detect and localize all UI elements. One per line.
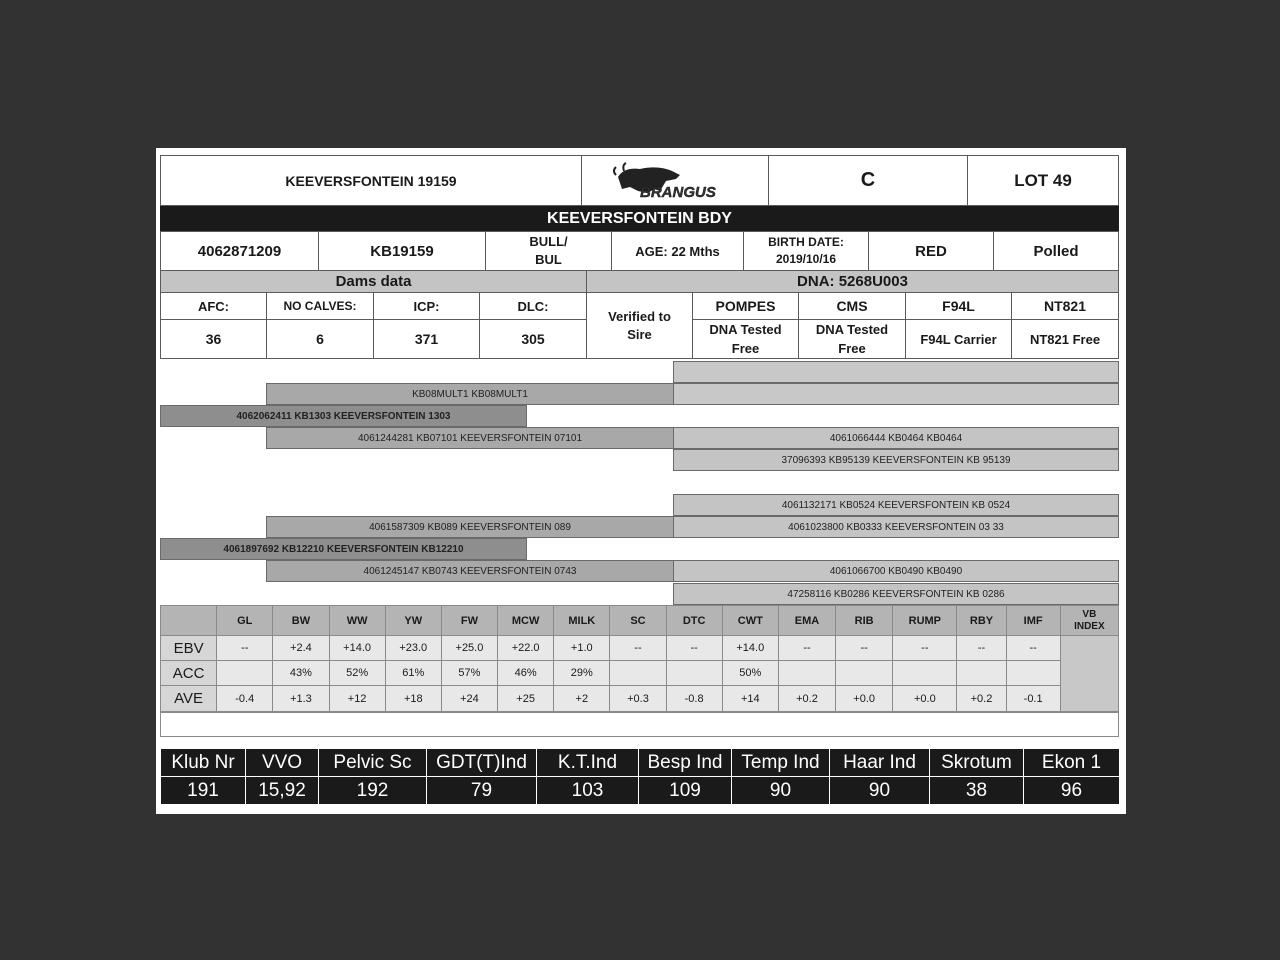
pedigree-sd-sire: 4061066444 KB0464 KB0464: [673, 427, 1119, 449]
ebv-cell: 29%: [554, 661, 610, 686]
ebv-cell: +25.0: [441, 636, 497, 661]
ebv-header-cell: FW: [441, 606, 497, 636]
ebv-cell: --: [217, 636, 273, 661]
pedigree-dam-dam: 4061245147 KB0743 KEEVERSFONTEIN 0743: [266, 560, 674, 582]
pedigree-dam: 4061897692 KB12210 KEEVERSFONTEIN KB12210: [160, 538, 527, 560]
index-header: VVO: [246, 749, 319, 777]
ebv-cell: +25: [498, 686, 554, 712]
animal-age: AGE: 22 Mths: [611, 231, 744, 271]
vb-index-cell: [1060, 636, 1118, 712]
ebv-cell: 50%: [722, 661, 778, 686]
ebv-header-cell: CWT: [722, 606, 778, 636]
pedigree-blank-1: [673, 361, 1119, 383]
ebv-table: [160, 605, 1119, 712]
ebv-header-cell: IMF: [1006, 606, 1060, 636]
indices-value-row: [161, 777, 1120, 805]
ebv-cell: +1.0: [554, 636, 610, 661]
ebv-cell: +23.0: [385, 636, 441, 661]
pedigree-sire-sire: KB08MULT1 KB08MULT1: [266, 383, 674, 405]
nt821-value: NT821 Free: [1011, 319, 1119, 359]
ebv-cell: [217, 661, 273, 686]
index-value: 15,92: [246, 777, 319, 805]
ebv-header-cell: DTC: [666, 606, 722, 636]
indices-header-row: [161, 749, 1120, 777]
animal-color: RED: [868, 231, 994, 271]
ebv-cell: [957, 661, 1006, 686]
cms-header: CMS: [798, 292, 906, 320]
ebv-header-cell: WW: [329, 606, 385, 636]
ebv-cell: +0.2: [957, 686, 1006, 712]
ebv-cell: --: [957, 636, 1006, 661]
ebv-cell: +14: [722, 686, 778, 712]
no-calves-value: 6: [266, 319, 374, 359]
icp-value: 371: [373, 319, 480, 359]
pedigree-sd-dam: 37096393 KB95139 KEEVERSFONTEIN KB 95139: [673, 449, 1119, 471]
birth-date: BIRTH DATE: 2019/10/16: [743, 231, 869, 271]
lot-number: LOT 49: [967, 155, 1119, 206]
ebv-cell: [893, 661, 957, 686]
ebv-cell: --: [893, 636, 957, 661]
index-value: 38: [930, 777, 1024, 805]
pedigree-sire: 4062062411 KB1303 KEEVERSFONTEIN 1303: [160, 405, 527, 427]
index-header: GDT(T)Ind: [427, 749, 537, 777]
ebv-cell: +12: [329, 686, 385, 712]
ebv-cell: 43%: [273, 661, 329, 686]
ebv-header-cell: YW: [385, 606, 441, 636]
ebv-header-cell: RUMP: [893, 606, 957, 636]
horn-status: Polled: [993, 231, 1119, 271]
sale-catalogue-card: [156, 148, 1126, 814]
ebv-cell: 46%: [498, 661, 554, 686]
farm-name: KEEVERSFONTEIN 19159: [160, 155, 582, 206]
pompes-value: DNA Tested Free: [692, 319, 799, 359]
indices-table: [160, 748, 1120, 805]
index-value: 192: [319, 777, 427, 805]
ebv-cell: +0.2: [778, 686, 835, 712]
ebv-cell: -0.1: [1006, 686, 1060, 712]
svg-text:BRANGUS: BRANGUS: [640, 183, 716, 201]
ebv-header-cell: MILK: [554, 606, 610, 636]
brangus-logo: [581, 155, 769, 206]
ebv-cell: +1.3: [273, 686, 329, 712]
ebv-cell: +0.0: [893, 686, 957, 712]
dlc-header: DLC:: [479, 292, 587, 320]
ebv-cell: +14.0: [722, 636, 778, 661]
index-header: Skrotum: [930, 749, 1024, 777]
f94l-value: F94L Carrier: [905, 319, 1012, 359]
ebv-cell: --: [778, 636, 835, 661]
ebv-header-cell: MCW: [498, 606, 554, 636]
animal-sex: BULL/ BUL: [485, 231, 612, 271]
pompes-header: POMPES: [692, 292, 799, 320]
ebv-row-label: AVE: [161, 686, 217, 712]
pedigree-sire-dam: 4061244281 KB07101 KEEVERSFONTEIN 07101: [266, 427, 674, 449]
ebv-row-label: ACC: [161, 661, 217, 686]
ebv-header-cell: BW: [273, 606, 329, 636]
nt821-header: NT821: [1011, 292, 1119, 320]
pedigree-dam-sire: 4061587309 KB089 KEEVERSFONTEIN 089: [266, 516, 674, 538]
ebv-cell: [666, 661, 722, 686]
index-header: K.T.Ind: [537, 749, 639, 777]
ebv-row-label: EBV: [161, 636, 217, 661]
ebv-header-cell: [161, 606, 217, 636]
no-calves-header: NO CALVES:: [266, 292, 374, 320]
ebv-header-cell: RIB: [836, 606, 893, 636]
dna-title: DNA: 5268U003: [586, 270, 1119, 293]
ebv-cell: +24: [441, 686, 497, 712]
ebv-cell: 57%: [441, 661, 497, 686]
class-label: C: [768, 155, 968, 206]
pedigree-dd-dam: 47258116 KB0286 KEEVERSFONTEIN KB 0286: [673, 583, 1119, 605]
ebv-cell: --: [666, 636, 722, 661]
afc-header: AFC:: [160, 292, 267, 320]
ebv-cell: -0.4: [217, 686, 273, 712]
bull-logo-icon: [610, 161, 740, 201]
ebv-row: [161, 636, 1119, 661]
ebv-cell: 52%: [329, 661, 385, 686]
ebv-cell: +0.0: [836, 686, 893, 712]
index-value: 103: [537, 777, 639, 805]
icp-header: ICP:: [373, 292, 480, 320]
index-header: Klub Nr: [161, 749, 246, 777]
acc-row: [161, 661, 1119, 686]
index-value: 90: [830, 777, 930, 805]
index-value: 96: [1024, 777, 1120, 805]
animal-code: KB19159: [318, 231, 486, 271]
ebv-header-cell: SC: [610, 606, 666, 636]
index-header: Temp Ind: [732, 749, 830, 777]
ebv-header-cell: GL: [217, 606, 273, 636]
index-value: 79: [427, 777, 537, 805]
index-value: 90: [732, 777, 830, 805]
cms-value: DNA Tested Free: [798, 319, 906, 359]
pedigree-ds-sire: 4061132171 KB0524 KEEVERSFONTEIN KB 0524: [673, 494, 1119, 516]
ebv-cell: [1006, 661, 1060, 686]
ebv-cell: 61%: [385, 661, 441, 686]
ebv-cell: --: [1006, 636, 1060, 661]
animal-name-bar: KEEVERSFONTEIN BDY: [160, 206, 1119, 232]
ebv-cell: +22.0: [498, 636, 554, 661]
index-value: 191: [161, 777, 246, 805]
pedigree-dd-sire: 4061066700 KB0490 KB0490: [673, 560, 1119, 582]
ebv-cell: +14.0: [329, 636, 385, 661]
ebv-header-cell: EMA: [778, 606, 835, 636]
ebv-header-row: [161, 606, 1119, 636]
ebv-cell: --: [610, 636, 666, 661]
ave-row: [161, 686, 1119, 712]
index-header: Ekon 1: [1024, 749, 1120, 777]
dlc-value: 305: [479, 319, 587, 359]
dams-data-title: Dams data: [160, 270, 587, 293]
ebv-header-cell: RBY: [957, 606, 1006, 636]
ebv-footer-blank: [160, 712, 1119, 737]
pedigree-ds-dam: 4061023800 KB0333 KEEVERSFONTEIN 03 33: [673, 516, 1119, 538]
index-value: 109: [639, 777, 732, 805]
ebv-cell: +18: [385, 686, 441, 712]
ebv-cell: [836, 661, 893, 686]
vb-index-header: VB INDEX: [1060, 606, 1118, 636]
ebv-cell: +2: [554, 686, 610, 712]
animal-id: 4062871209: [160, 231, 319, 271]
verified-to-sire: Verified to Sire: [586, 292, 693, 359]
afc-value: 36: [160, 319, 267, 359]
index-header: Besp Ind: [639, 749, 732, 777]
ebv-cell: -0.8: [666, 686, 722, 712]
ebv-cell: [610, 661, 666, 686]
ebv-cell: +0.3: [610, 686, 666, 712]
index-header: Pelvic Sc: [319, 749, 427, 777]
ebv-cell: --: [836, 636, 893, 661]
pedigree-blank-2: [673, 383, 1119, 405]
index-header: Haar Ind: [830, 749, 930, 777]
f94l-header: F94L: [905, 292, 1012, 320]
ebv-cell: +2.4: [273, 636, 329, 661]
ebv-cell: [778, 661, 835, 686]
